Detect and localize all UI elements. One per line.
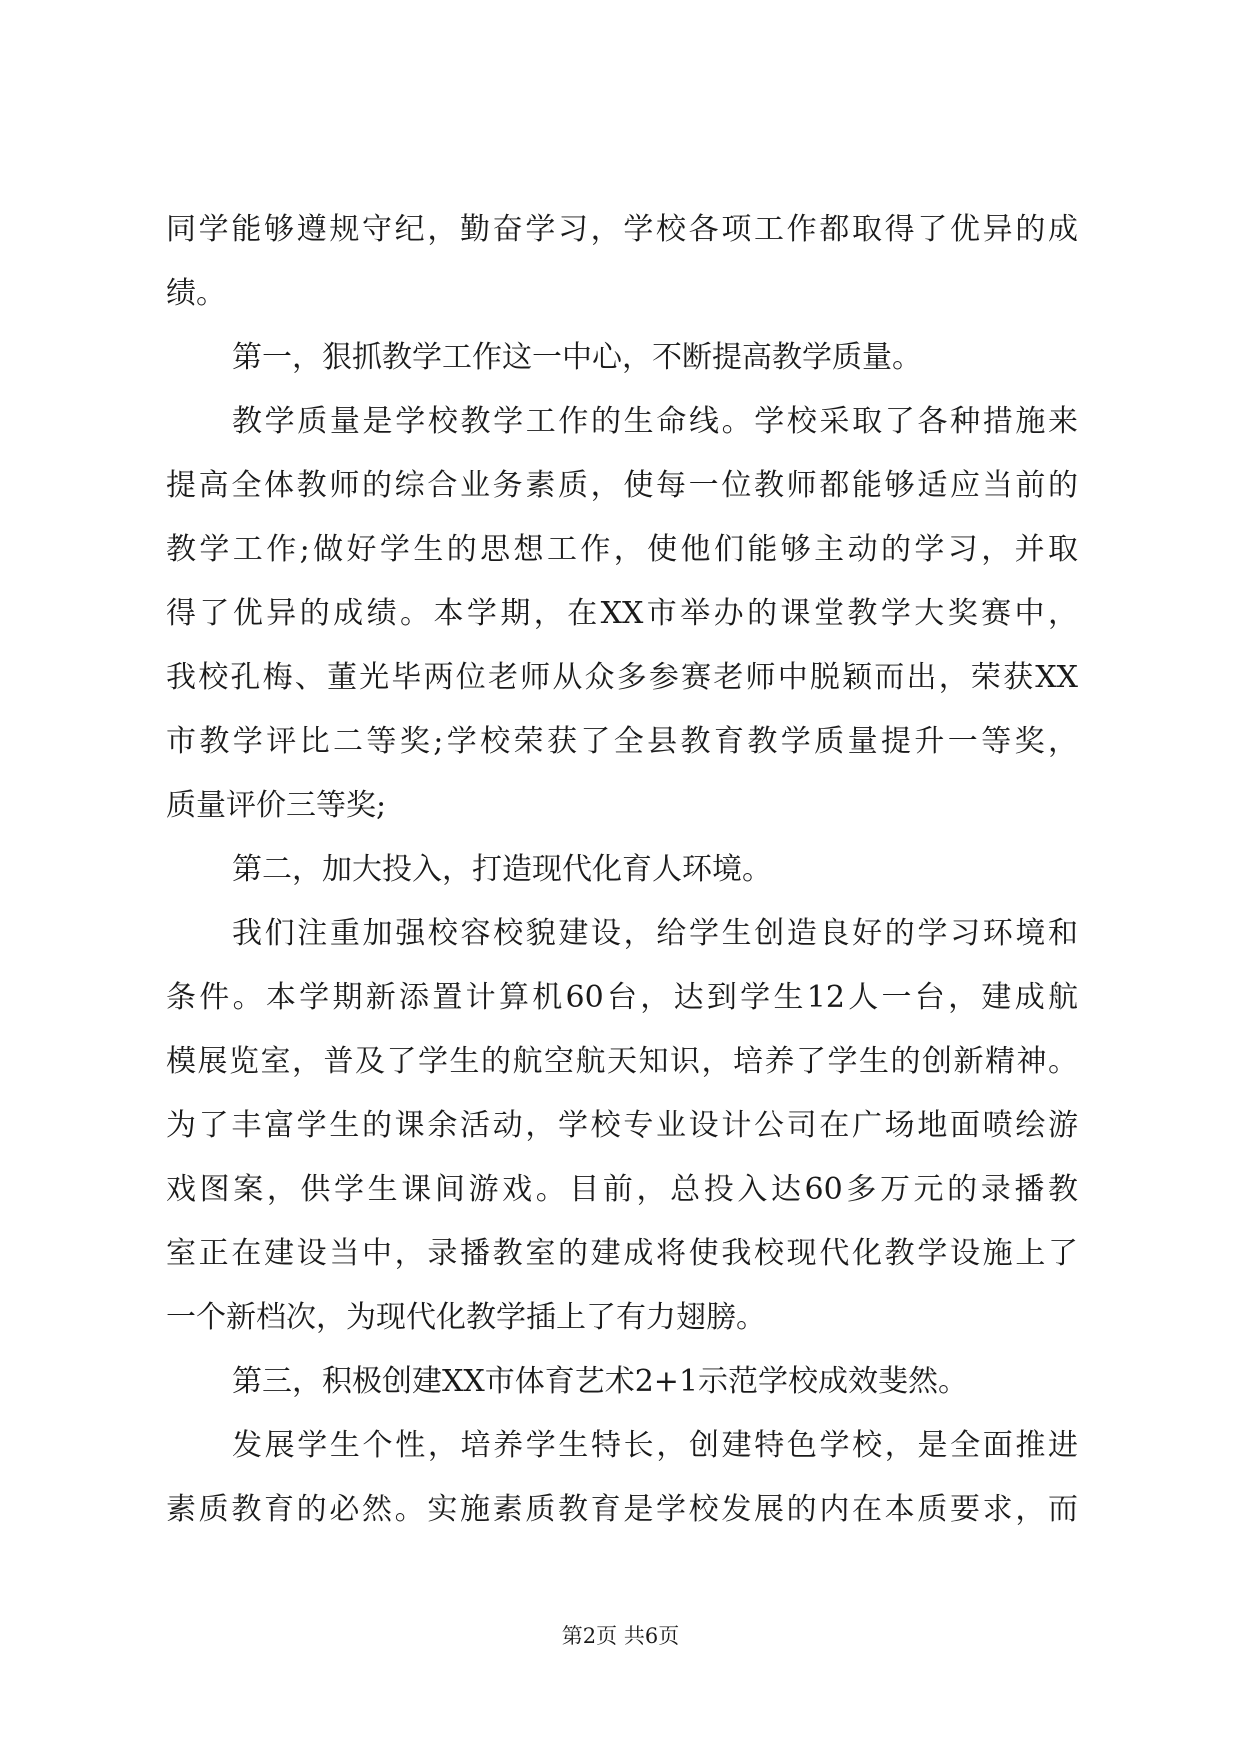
paragraph-line: 素质教育的必然。实施素质教育是学校发展的内在本质要求，而 xyxy=(166,1492,1078,1527)
document-body xyxy=(166,198,1078,1542)
paragraph-line: 教学质量是学校教学工作的生命线。学校采取了各种措施来 xyxy=(232,404,1078,439)
paragraph-line: 模展览室，普及了学生的航空航天知识，培养了学生的创新精神。 xyxy=(166,1044,1078,1079)
paragraph-line: 绩。 xyxy=(166,276,226,311)
paragraph-line: 条件。本学期新添置计算机60台，达到学生12人一台，建成航 xyxy=(166,980,1078,1015)
paragraph-line: 室正在建设当中，录播教室的建成将使我校现代化教学设施上了 xyxy=(166,1236,1078,1271)
section-heading: 第一，狠抓教学工作这一中心，不断提高教学质量。 xyxy=(232,340,922,375)
paragraph-line: 得了优异的成绩。本学期，在XX市举办的课堂教学大奖赛中， xyxy=(166,596,1078,631)
section-heading: 第二，加大投入，打造现代化育人环境。 xyxy=(232,852,772,887)
paragraph-line: 我们注重加强校容校貌建设，给学生创造良好的学习环境和 xyxy=(232,916,1078,951)
paragraph-line: 戏图案，供学生课间游戏。目前，总投入达60多万元的录播教 xyxy=(166,1172,1078,1207)
paragraph-line: 提高全体教师的综合业务素质，使每一位教师都能够适应当前的 xyxy=(166,468,1078,503)
paragraph-line: 发展学生个性，培养学生特长，创建特色学校，是全面推进 xyxy=(232,1428,1078,1463)
paragraph-line: 质量评价三等奖; xyxy=(166,788,387,823)
paragraph-line: 一个新档次，为现代化教学插上了有力翅膀。 xyxy=(166,1300,766,1335)
page-number-footer: 第2页 共6页 xyxy=(561,1624,680,1648)
paragraph-line: 为了丰富学生的课余活动，学校专业设计公司在广场地面喷绘游 xyxy=(166,1108,1078,1143)
paragraph-line: 同学能够遵规守纪，勤奋学习，学校各项工作都取得了优异的成 xyxy=(166,212,1078,247)
paragraph-line: 市教学评比二等奖;学校荣获了全县教育教学质量提升一等奖， xyxy=(166,724,1078,759)
section-heading: 第三，积极创建XX市体育艺术2+1示范学校成效斐然。 xyxy=(232,1364,969,1399)
paragraph-line: 教学工作;做好学生的思想工作，使他们能够主动的学习，并取 xyxy=(166,532,1078,567)
paragraph-line: 我校孔梅、董光毕两位老师从众多参赛老师中脱颖而出，荣获XX xyxy=(166,660,1078,695)
